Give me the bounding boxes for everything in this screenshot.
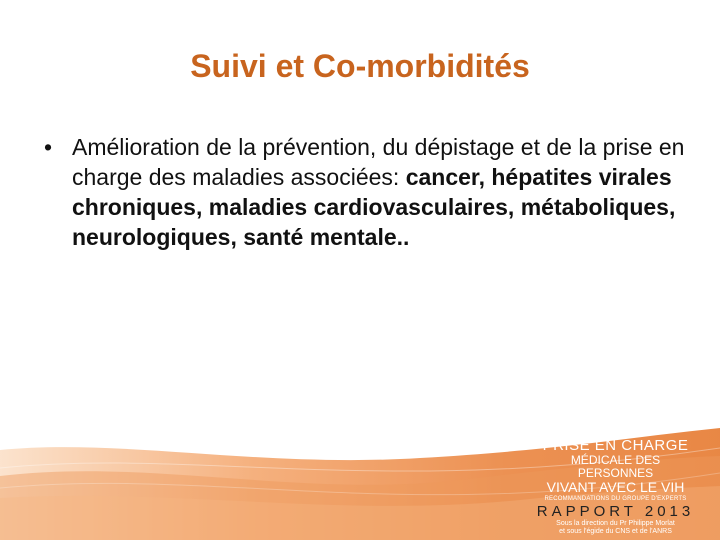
- logo-line-4: RECOMMANDATIONS DU GROUPE D'EXPERTS: [544, 496, 687, 502]
- bullet-text-bold: cancer, hépatites virales chroniques, maladies cardiovasculaires, métaboliques, neurologiques, santé mentale..: [72, 164, 676, 250]
- logo-line-3: VIVANT AVEC LE VIH: [546, 479, 685, 495]
- bullet-item: [44, 132, 694, 252]
- logo-line-1: PRISE EN CHARGE: [542, 437, 689, 454]
- logo-line-5: RAPPORT 2013: [536, 503, 695, 520]
- bullet-text-normal: Amélioration de la prévention, du dépistage et de la prise en charge des maladies associées:: [72, 134, 685, 190]
- logo-line-6: Sous la direction du Pr Philippe Morlat: [556, 520, 675, 527]
- slide-body: [44, 132, 694, 252]
- logo-line-7: et sous l'égide du CNS et de l'ANRS: [559, 528, 672, 535]
- slide-title: Suivi et Co-morbidités: [190, 48, 530, 84]
- rapport-logo: [533, 438, 698, 536]
- bullet-text: [72, 132, 694, 252]
- logo-line-2: MÉDICALE DES PERSONNES: [570, 453, 661, 480]
- bullet-marker: •: [44, 134, 53, 160]
